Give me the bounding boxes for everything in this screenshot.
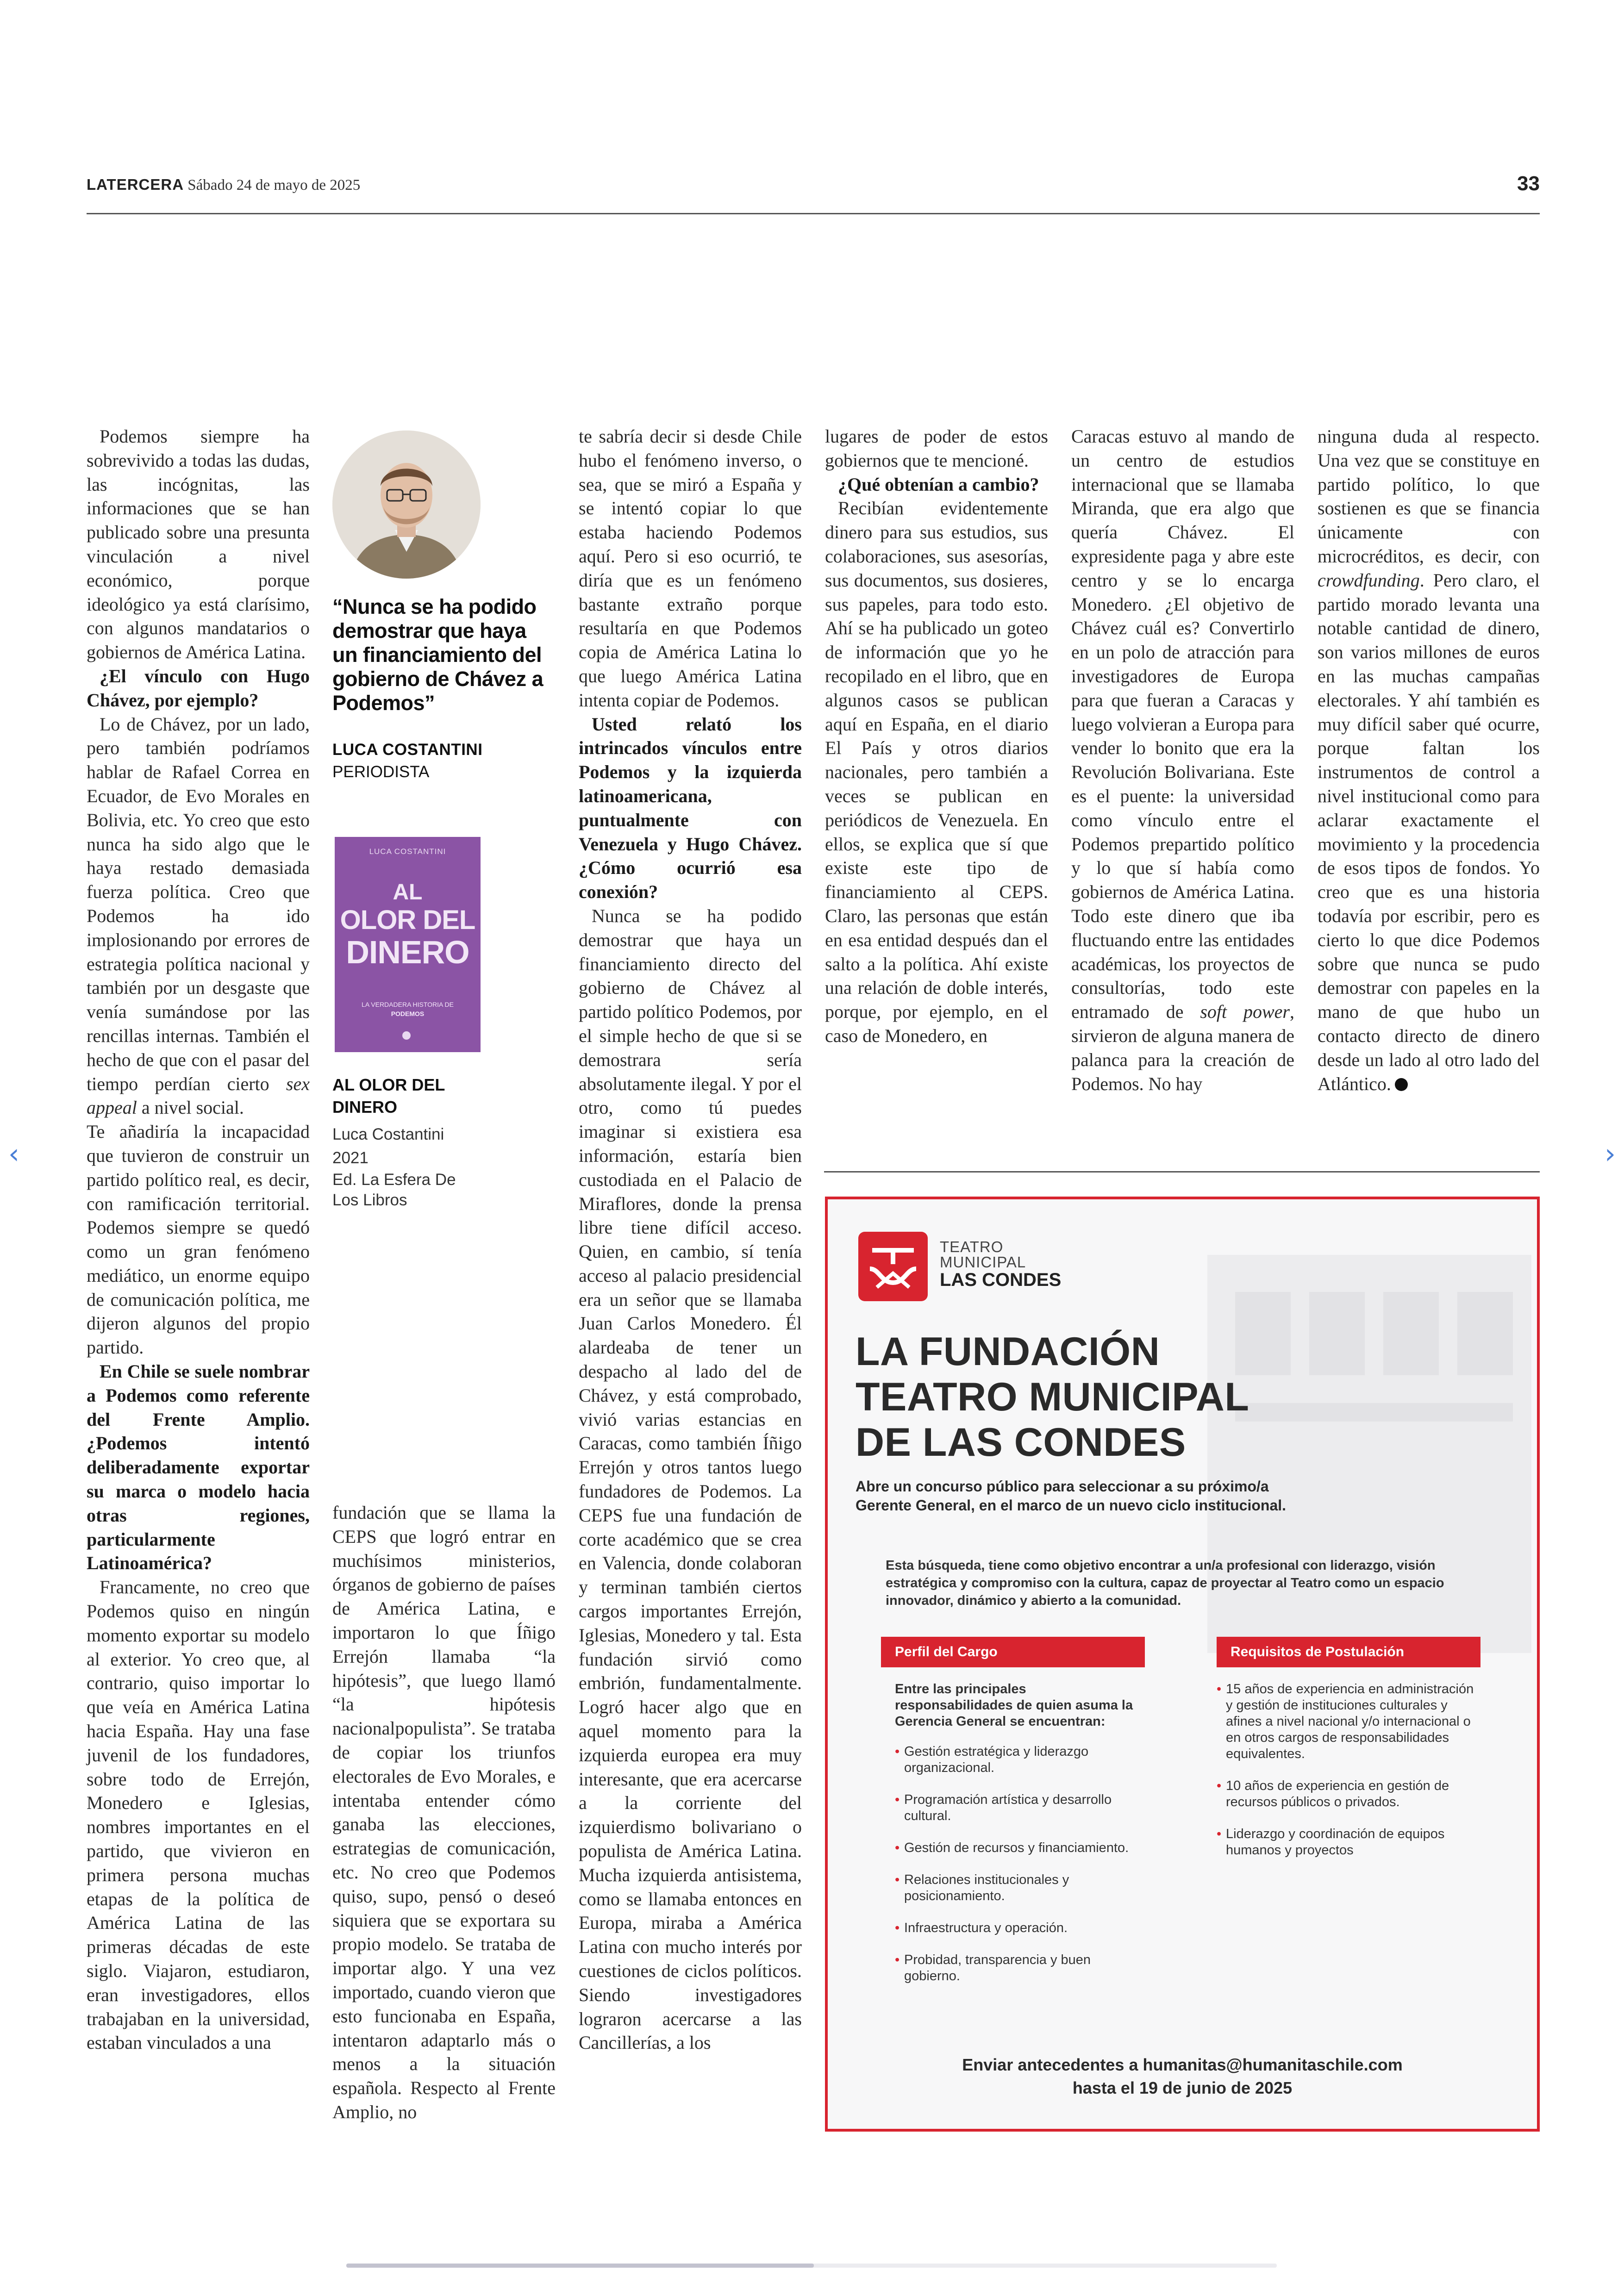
- list-item: • 10 años de experiencia en gestión de recursos públicos o privados.: [1217, 1778, 1480, 1810]
- pull-quote: “Nunca se ha podido demostrar que haya un financiamiento del gobierno de Chávez a Podemos”: [332, 595, 543, 715]
- page-number: 33: [1517, 172, 1540, 195]
- list-item: • 15 años de experiencia en administración y gestión de instituciones culturales y afines a nivel nacional y/o internacional o en otros cargos de responsabilidades equivalentes.: [1217, 1681, 1480, 1762]
- teatro-logo-icon: [858, 1232, 928, 1301]
- italic-phrase: sex appeal: [87, 1073, 310, 1118]
- interview-question: En Chile se suele nombrar a Podemos como referente del Frente Amplio. ¿Podemos intentó deliberadamente exportar su marca o modelo hacia otras regiones, particularmente Latinoamérica?: [87, 1361, 310, 1574]
- list-item: • Programación artística y desarrollo cultural.: [895, 1792, 1145, 1824]
- ad-headline: LA FUNDACIÓN TEATRO MUNICIPAL DE LAS CONDES: [856, 1329, 1249, 1465]
- requirements-list: [1217, 1681, 1480, 1858]
- article-column-6: [1318, 424, 1540, 1096]
- end-mark-icon: [1395, 1078, 1408, 1091]
- paragraph: lugares de poder de estos gobiernos que te mencioné.: [825, 426, 1048, 471]
- article-column-1: [87, 424, 310, 2055]
- paragraph: Recibían evidentemente dinero para sus estudios, sus colaboraciones, sus asesorías, sus documentos, sus dosieres, sus papeles, para todo esto. Ahí se ha publicado un goteo de información que yo he recopilado en el libro, que en algunos casos se publican aquí en España, en el diario El País y otros diarios nacionales, pero también a veces se publican en periódicos de Venezuela. En ellos, se explica que sí que existe este tipo de financiamiento al CEPS. Claro, las personas que están en esa entidad después dan el salto a la política. Ahí existe una relación de doble interés, porque, por ejemplo, en el caso de Monedero, en: [825, 498, 1048, 1046]
- author-name: LUCA COSTANTINI: [332, 741, 483, 759]
- paragraph: Caracas estuvo al mando de un centro de estudios internacional que se llamaba Miranda, que era algo que quería Chávez. El expresidente paga y abre este centro y se lo encarga Monedero. ¿El objetivo de Chávez cuál es? Convertirlo en un polo de atracción para investigadores de Europa para que fueran a Caracas y luego volvieran a Europa para vender lo bonito que era la Revolución Bolivariana. Este es el puente: la universidad como vínculo entre el Podemos prepartido político y lo que sí había como gobiernos de América Latina. Todo este dinero que iba fluctuando entre las entidades académicas, los proyectos de consultorías, todo este entramado de soft power, sirvieron de alguna manera de palanca para la creación de Podemos. No hay: [1071, 426, 1295, 1094]
- header-divider: [87, 213, 1540, 214]
- scrollbar-thumb[interactable]: [346, 2264, 814, 2268]
- book-publisher: Ed. La Esfera De Los Libros: [332, 1171, 456, 1209]
- profile-list: [895, 1744, 1145, 1984]
- article-column-3: [579, 424, 802, 2055]
- profile-intro: Entre las principales responsabilidades de quien asuma la Gerencia General se encuentran:: [895, 1682, 1133, 1729]
- requirements-section: [1217, 1637, 1480, 1874]
- requirements-heading: Requisitos de Postulación: [1217, 1637, 1480, 1667]
- interview-question: ¿El vínculo con Hugo Chávez, por ejemplo?: [87, 665, 310, 711]
- advertiser-name: TEATRO MUNICIPAL LAS CONDES: [940, 1238, 1062, 1290]
- list-item: • Gestión de recursos y financiamiento.: [895, 1840, 1145, 1856]
- list-item: • Probidad, transparencia y buen gobierno.: [895, 1952, 1145, 1984]
- paragraph: te sabría decir si desde Chile hubo el fenómeno inverso, o sea, que se miró a España y se intentó copiar lo que estaba haciendo Podemos aquí. Pero si eso ocurrió, te diría que es un fenómeno bastante extraño porque resultaría en que Podemos copia de América Latina lo que luego América Latina intenta copiar de Podemos.: [579, 426, 802, 711]
- book-author: Luca Costantini: [332, 1125, 444, 1143]
- book-cover: [335, 837, 481, 1052]
- paragraph: Lo de Chávez, por un lado, pero también podríamos hablar de Rafael Correa en Ecuador, de Evo Morales en Bolivia, etc. Yo creo que esto nunca ha sido algo que le haya restado demasiada fuerza política. Creo que Podemos ha ido implosionando por errores de estrategia política nacional y también por un desgaste que venía sumándose por las rencillas internas. También el hecho de que con el pasar del tiempo perdían cierto sex appeal a nivel social.: [87, 713, 310, 1118]
- article-column-5: [1071, 424, 1294, 1096]
- profile-section: [881, 1637, 1145, 2000]
- ad-subheadline: Abre un concurso público para seleccionar a su próximo/a Gerente General, en el marco de un nuevo ciclo institucional.: [856, 1478, 1287, 1514]
- paragraph: ninguna duda al respecto. Una vez que se constituye en partido político, lo que sostienen es que se financia únicamente con microcréditos, es decir, con crowdfunding. Pero claro, el partido moradо levanta una notable cantidad de dinero, son varios millones de euros en las muchas campañas electorales. Y ahí también es muy difícil saber qué ocurre, porque faltan los instrumentos de control a nivel institucional como para aclarar exactamente el movimiento y la procedencia de esos tipos de fondos. Yo creo que es una historia todavía por escribir, pero es cierto lo que dice Podemos sobre que nunca se pudo demostrar con papeles en la mano de que hubo un contacto directo de dinero desde un lado al otro lado del Atlántico.: [1318, 426, 1540, 1094]
- cover-author: LUCA COSTANTINI: [369, 847, 446, 856]
- next-page-icon[interactable]: ›: [1605, 1138, 1616, 1170]
- paragraph: Te añadiría la incapacidad que tuvieron de construir un partido político real, es decir, con ramificación territorial. Podemos siempre se quedó como un gran fenómeno mediático, un enorme equipo de comunicación política, me dijeron algunos del propio partido.: [87, 1121, 310, 1358]
- paragraph: Nunca se ha podido demostrar que haya un financiamiento directo del gobierno de Chávez al partido político Podemos, por el simple hecho de que si se demostrara sería absolutamente ilegal. Y por el otro, como tú puedes imaginar si existiera esa información, estaría bien custodiada en el Palacio de Miraflores, donde la prensa libre tiene difícil acceso. Quien, en cambio, sí tenía acceso al palacio presidencial era un señor que se llamaba Juan Carlos Monedero. Él alardeaba de tener un despacho al lado del de Chávez, y está comprobado, vivió varias estancias en Caracas, como también Íñigo Errejón y otros tantos luego fundadores de Podemos. La CEPS fue una fundación de corte académico que se crea en Valencia, donde colaboran y terminan también ciertos cargos importantes Errejón, Iglesias, Monedero y tal. Esta fundación sirvió como embrión, fundamentalmente. Logró hacer algo que en aquel momento para la izquierda europea era muy interesante, que era acercarse a la corriente del izquierdismo bolivariano o populista de América Latina. Mucha izquierda antisistema, como se llamaba entonces en Europa, miraba a América Latina con mucho interés por cuestiones de ciclos políticos. Siendo investigadores lograron acercarse a las Cancillerías, a los: [579, 905, 802, 2053]
- italic-phrase: soft power: [1200, 1001, 1290, 1023]
- paragraph: fundación que se llama la CEPS que logró entrar en muchísimos ministerios, órganos de gobierno de países de América Latina, e importaron lo que Íñigo Errejón llamaba “la hipótesis”, que luego llamó “la hipótesis nacionalpopulista”. Se trataba de copiar los triunfos electorales de Evo Morales, e intentaba entender cómo ganaba las elecciones, estrategias de comunicación, etc. No creo que Podemos quiso, supo, pensó o deseó siquiera que se exportara su propio modelo. Se trataba de importar algo. Y una vez importado, cuando vieron que esto funcionaba en España, intentaron adaptarlo más o menos a la situación española. Respecto al Frente Amplio, no: [332, 1502, 556, 2122]
- previous-page-icon[interactable]: ‹: [8, 1138, 19, 1170]
- cover-title: AL OLOR DEL DINERO: [340, 880, 475, 970]
- cover-subtitle: LA VERDADERA HISTORIA DE PODEMOS: [362, 1001, 454, 1017]
- issue-date: Sábado 24 de mayo de 2025: [187, 177, 361, 193]
- author-portrait: [332, 430, 481, 579]
- italic-phrase: crowdfunding: [1318, 569, 1420, 591]
- paragraph: Francamente, no creo que Podemos quiso en ningún momento exportar su modelo al exterior. Yo creo que, al contrario, quiso importar lo que veía en América Latina hacia España. Hay una fase juvenil de los fundadores, sobre todo de Errejón, Monedero e Iglesias, nombres importantes en el partido, que vivieron en primera persona muchas etapas de la política de América Latina de las primeras décadas de este siglo. Viajaron, estudiaron, eran investigadores, ellos trabajaban en la universidad, estaban vinculados a una: [87, 1577, 310, 2053]
- ad-description: Esta búsqueda, tiene como objetivo encontrar a un/a profesional con liderazgo, visión estratégica y compromiso con la cultura, capaz de proyectar al Teatro como un espacio innovador, dinámico y abierto a la comunidad.: [886, 1558, 1444, 1608]
- masthead: [87, 176, 360, 194]
- list-item: • Relaciones institucionales y posicionamiento.: [895, 1872, 1145, 1904]
- book-title: AL OLOR DEL DINERO: [332, 1075, 445, 1116]
- book-details: [332, 1123, 456, 1210]
- paragraph: Podemos siempre ha sobrevivido a todas las dudas, las incógnitas, las informaciones que se han publicado sobre una presunta vinculación a nivel económico, porque ideológico ya está clarísimo, con algunos mandatarios o gobiernos de América Latina.: [87, 426, 310, 663]
- list-item: • Infraestructura y operación.: [895, 1920, 1145, 1936]
- article-end-divider: [824, 1171, 1540, 1172]
- author-role: PERIODISTA: [332, 763, 430, 781]
- article-column-4: [825, 424, 1048, 1048]
- deadline: hasta el 19 de junio de 2025: [1072, 2078, 1293, 2097]
- list-item: • Liderazgo y coordinación de equipos humanos y proyectos: [1217, 1826, 1480, 1858]
- profile-heading: Perfil del Cargo: [881, 1637, 1145, 1667]
- list-item: • Gestión estratégica y liderazgo organizacional.: [895, 1744, 1145, 1776]
- book-year: 2021: [332, 1149, 369, 1167]
- interview-question: Usted relató los intrincados vínculos entre Podemos y la izquierda latinoamericana, puntualmente con Venezuela y Hugo Chávez. ¿Cómo ocurrió esa conexión?: [579, 713, 802, 903]
- contact-email: Enviar antecedentes a humanitas@humanitaschile.com: [962, 2055, 1403, 2074]
- advertisement: [825, 1197, 1540, 2132]
- publisher-logo-icon: [402, 1031, 411, 1040]
- article-column-2: [332, 1501, 556, 2124]
- interview-question: ¿Qué obtenían a cambio?: [838, 474, 1039, 495]
- ad-contact: [828, 2053, 1537, 2100]
- newspaper-brand: LATERCERA: [87, 176, 184, 193]
